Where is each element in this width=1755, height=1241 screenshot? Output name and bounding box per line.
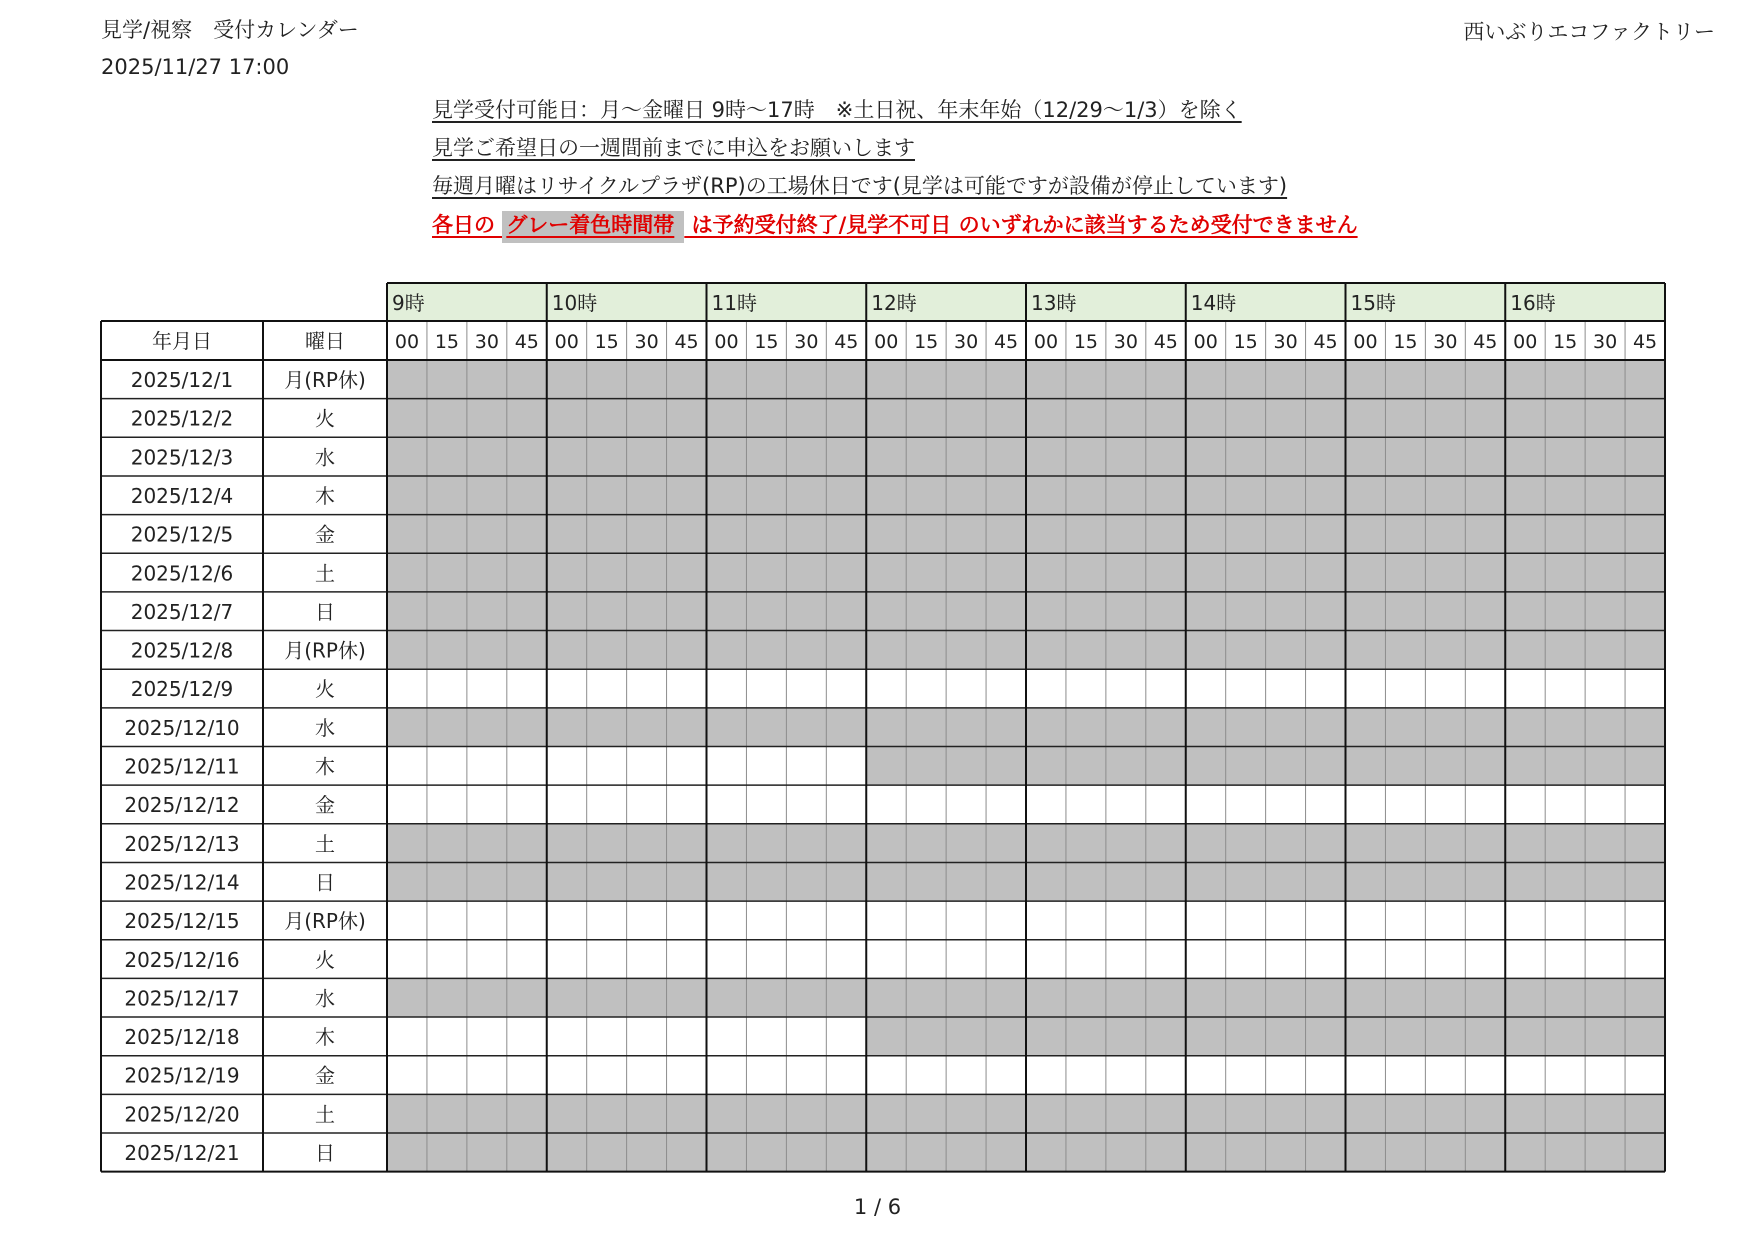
minute-label: 45 (834, 331, 859, 353)
row-weekday: 月(RP休) (284, 638, 366, 663)
minute-label: 00 (874, 331, 899, 353)
row-weekday: 土 (315, 561, 335, 586)
row-weekday: 日 (315, 599, 335, 624)
row-date: 2025/12/1 (130, 368, 234, 392)
row-date: 2025/12/4 (130, 483, 234, 508)
minute-label: 30 (474, 331, 499, 353)
row-weekday: 火 (315, 947, 335, 972)
minute-label: 00 (1353, 331, 1378, 353)
minute-label: 00 (1033, 331, 1059, 353)
row-weekday: 月(RP休) (284, 368, 366, 392)
row-weekday: 金 (315, 1063, 335, 1088)
hour-label: 12時 (871, 291, 917, 315)
row-date: 2025/12/9 (130, 677, 234, 702)
minute-label: 30 (794, 331, 819, 353)
note-rp-holiday: 毎週月曜はリサイクルプラザ(RP)の工場休日です(見学は可能ですが設備が停止しています) (432, 174, 1288, 198)
row-weekday: 木 (315, 1025, 335, 1050)
row-date: 2025/12/16 (124, 947, 240, 972)
row-date: 2025/12/20 (124, 1102, 240, 1127)
row-weekday: 水 (315, 715, 335, 740)
minute-label: 45 (674, 331, 699, 353)
minute-label: 15 (1073, 331, 1098, 353)
note-gray-highlight: グレー着色時間帯 (502, 211, 684, 243)
hour-label: 11時 (711, 291, 757, 315)
row-weekday: 日 (315, 870, 335, 895)
minute-label: 15 (594, 331, 619, 353)
hour-label: 9時 (392, 291, 425, 315)
row-date: 2025/12/17 (124, 986, 240, 1011)
row-date: 2025/12/6 (130, 561, 234, 586)
note-apply-deadline: 見学ご希望日の一週間前までに申込をお願いします (432, 136, 915, 160)
row-date: 2025/12/2 (130, 406, 234, 431)
column-header-date: 年月日 (152, 329, 212, 353)
row-weekday: 月(RP休) (284, 909, 366, 934)
minute-label: 45 (514, 331, 539, 353)
row-date: 2025/12/11 (124, 754, 240, 779)
note-gray-warning-pre: 各日の (432, 213, 503, 237)
row-date: 2025/12/7 (130, 599, 234, 624)
minute-label: 15 (1553, 331, 1578, 353)
row-weekday: 水 (315, 986, 335, 1011)
hour-label: 15時 (1350, 291, 1396, 315)
row-date: 2025/12/3 (130, 445, 234, 470)
row-weekday: 日 (315, 1141, 335, 1165)
minute-label: 45 (1313, 331, 1338, 353)
row-date: 2025/12/12 (124, 793, 240, 818)
note-gray-warning-post: は予約受付終了/見学不可日 のいずれかに該当するため受付できません (684, 213, 1358, 237)
row-weekday: 水 (315, 445, 335, 470)
minute-label: 30 (1273, 331, 1298, 353)
row-date: 2025/12/8 (130, 638, 234, 663)
row-date: 2025/12/14 (124, 870, 240, 895)
row-date: 2025/12/19 (124, 1063, 240, 1088)
hour-label: 13時 (1031, 291, 1077, 315)
row-date: 2025/12/10 (124, 715, 240, 740)
row-weekday: 土 (315, 831, 335, 856)
column-header-weekday: 曜日 (305, 329, 345, 353)
minute-label: 00 (1193, 331, 1218, 353)
row-date: 2025/12/5 (130, 522, 234, 547)
minute-label: 30 (1113, 331, 1138, 353)
minute-label: 00 (1513, 331, 1538, 353)
row-date: 2025/12/15 (124, 909, 240, 934)
printed-timestamp: 2025/11/27 17:00 (101, 55, 290, 79)
minute-label: 30 (954, 331, 979, 353)
row-weekday: 木 (315, 483, 335, 508)
row-date: 2025/12/18 (124, 1025, 240, 1050)
row-weekday: 火 (315, 406, 335, 431)
minute-label: 00 (394, 331, 420, 353)
minute-label: 45 (1153, 331, 1178, 353)
minute-label: 15 (1233, 331, 1258, 353)
minute-label: 15 (1393, 331, 1418, 353)
minute-label: 30 (1433, 331, 1458, 353)
hour-label: 16時 (1510, 291, 1556, 315)
minute-label: 00 (714, 331, 739, 353)
row-weekday: 金 (315, 793, 335, 818)
row-weekday: 木 (315, 754, 335, 779)
minute-label: 15 (434, 331, 459, 353)
row-date: 2025/12/13 (124, 831, 240, 856)
facility-name: 西いぶりエコファクトリー (1463, 20, 1715, 44)
minute-label: 15 (914, 331, 939, 353)
minute-label: 00 (554, 331, 579, 353)
minute-label: 15 (754, 331, 779, 353)
row-weekday: 火 (315, 677, 335, 702)
hour-label: 14時 (1190, 291, 1237, 315)
note-available-days: 見学受付可能日：月～金曜日 9時～17時 ※土日祝、年末年始（12/29～1/3）を除く (432, 98, 1242, 122)
minute-label: 45 (1473, 331, 1498, 353)
row-weekday: 金 (315, 522, 335, 547)
page-title: 見学/視察 受付カレンダー (101, 18, 359, 42)
minute-label: 30 (1593, 331, 1618, 353)
row-weekday: 土 (315, 1102, 335, 1127)
minute-label: 30 (634, 331, 659, 353)
row-date: 2025/12/21 (124, 1141, 240, 1165)
minute-label: 45 (993, 331, 1019, 353)
minute-label: 45 (1632, 331, 1658, 353)
page-number: 1 / 6 (853, 1195, 902, 1219)
hour-label: 10時 (551, 291, 598, 315)
